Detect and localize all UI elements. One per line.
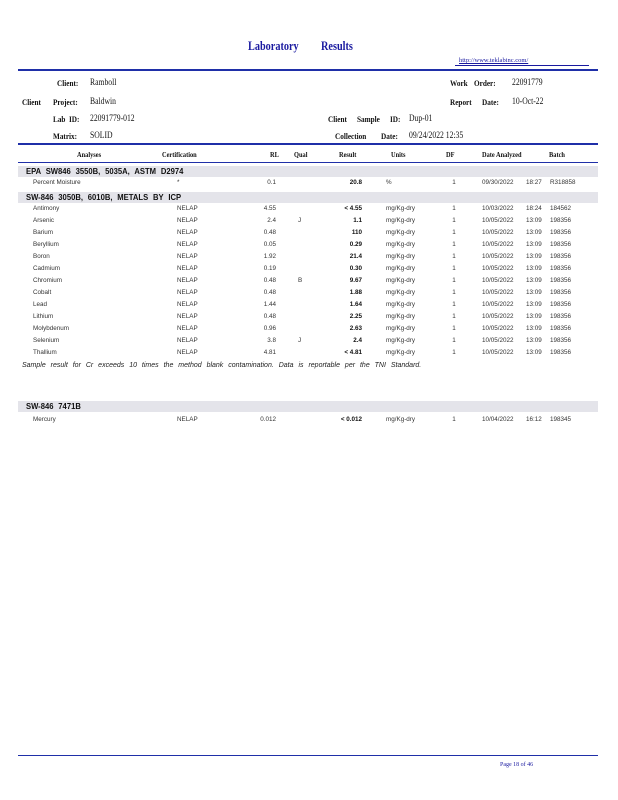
date-analyzed: 10/05/2022	[482, 253, 514, 260]
dilution-factor: 1	[452, 416, 456, 423]
analyte-name: Selenium	[33, 337, 60, 344]
date-analyzed: 10/05/2022	[482, 289, 514, 296]
batch: 198356	[550, 253, 572, 260]
matrix-label: Matrix:	[53, 131, 78, 141]
analyte-name: Boron	[33, 253, 50, 260]
col-result: Result	[339, 150, 357, 159]
table-row	[0, 313, 618, 325]
batch: 198356	[550, 325, 572, 332]
reporting-limit: 0.05	[263, 241, 276, 248]
table-row	[0, 349, 618, 361]
date-analyzed: 10/05/2022	[482, 349, 514, 356]
units: mg/Kg-dry	[386, 325, 416, 332]
certification: NELAP	[177, 289, 198, 296]
certification: NELAP	[177, 253, 198, 260]
collection-label: Collection	[335, 131, 367, 141]
analyte-name: Barium	[33, 229, 53, 236]
analyte-name: Chromium	[33, 277, 63, 284]
units: mg/Kg-dry	[386, 241, 416, 248]
units: mg/Kg-dry	[386, 277, 416, 284]
time-analyzed: 13:09	[526, 325, 542, 332]
date-analyzed: 10/05/2022	[482, 325, 514, 332]
batch: 198356	[550, 289, 572, 296]
time-analyzed: 13:09	[526, 265, 542, 272]
reporting-limit: 0.012	[260, 416, 276, 423]
result: 110	[351, 229, 362, 236]
units: mg/Kg-dry	[386, 253, 416, 260]
client-value: Ramboll	[90, 77, 117, 87]
certification: NELAP	[177, 349, 198, 356]
certification: NELAP	[177, 277, 198, 284]
table-row	[0, 265, 618, 277]
table-row	[0, 277, 618, 289]
reporting-limit: 0.19	[263, 265, 276, 272]
result: < 0.012	[340, 416, 362, 423]
date-analyzed: 10/05/2022	[482, 277, 514, 284]
certification: NELAP	[177, 416, 198, 423]
time-analyzed: 13:09	[526, 337, 542, 344]
time-analyzed: 18:24	[526, 205, 542, 212]
batch: 198356	[550, 217, 572, 224]
reporting-limit: 4.81	[263, 349, 276, 356]
qualifier: J	[298, 217, 302, 224]
certification: NELAP	[177, 301, 198, 308]
time-analyzed: 13:09	[526, 313, 542, 320]
time-analyzed: 13:09	[526, 289, 542, 296]
units: mg/Kg-dry	[386, 217, 416, 224]
dilution-factor: 1	[452, 179, 456, 186]
units: mg/Kg-dry	[386, 313, 416, 320]
analyte-name: Antimony	[33, 205, 60, 212]
analyte-name: Cobalt	[33, 289, 52, 296]
reporting-limit: 4.55	[263, 205, 276, 212]
batch: 198356	[550, 277, 572, 284]
units: mg/Kg-dry	[386, 265, 416, 272]
dilution-factor: 1	[452, 349, 456, 356]
section-header-moisture: EPA SW846 3550B, 5035A, ASTM D2974	[26, 166, 184, 176]
reporting-limit: 0.48	[263, 229, 276, 236]
col-qual: Qual	[294, 150, 308, 159]
lab-website-link[interactable]: http://www.teklabinc.com/	[459, 57, 529, 64]
reporting-limit: 0.1	[267, 179, 276, 186]
collection-date-label: Date:	[381, 131, 398, 141]
table-row	[0, 179, 618, 191]
time-analyzed: 13:09	[526, 349, 542, 356]
col-certification: Certification	[162, 150, 197, 159]
analyte-name: Thallium	[33, 349, 57, 356]
time-analyzed: 18:27	[526, 179, 542, 186]
method-note: Sample result for Cr exceeds 10 times the method blank contamination. Data is reportable per the TNI Standard.	[22, 362, 422, 369]
date-analyzed: 10/05/2022	[482, 217, 514, 224]
col-rl: RL	[270, 150, 279, 159]
lab-id-value: 22091779-012	[90, 113, 135, 123]
page-number: Page 18 of 46	[500, 762, 534, 768]
col-batch: Batch	[549, 150, 565, 159]
date-analyzed: 10/05/2022	[482, 313, 514, 320]
report-title-results: Results	[321, 39, 353, 53]
footer-divider	[18, 755, 598, 756]
analyte-name: Arsenic	[33, 217, 54, 224]
dilution-factor: 1	[452, 217, 456, 224]
units: mg/Kg-dry	[386, 416, 416, 423]
batch: 198356	[550, 265, 572, 272]
batch: 198356	[550, 337, 572, 344]
project-label: Project:	[53, 97, 78, 107]
result: 21.4	[349, 253, 362, 260]
sample-id-value: Dup-01	[409, 113, 433, 123]
report-date-value: 10-Oct-22	[512, 96, 544, 106]
analyte-name: Lithium	[33, 313, 54, 320]
reporting-limit: 3.8	[267, 337, 276, 344]
time-analyzed: 13:09	[526, 277, 542, 284]
table-row	[0, 253, 618, 265]
date-analyzed: 10/05/2022	[482, 229, 514, 236]
units: mg/Kg-dry	[386, 205, 416, 212]
table-row	[0, 217, 618, 229]
date-analyzed: 10/05/2022	[482, 265, 514, 272]
dilution-factor: 1	[452, 337, 456, 344]
analyte-name: Molybdenum	[33, 325, 70, 332]
batch: 198356	[550, 349, 572, 356]
dilution-factor: 1	[452, 205, 456, 212]
date-analyzed: 10/03/2022	[482, 205, 514, 212]
batch: 198356	[550, 313, 572, 320]
time-analyzed: 13:09	[526, 301, 542, 308]
batch: 184562	[550, 205, 572, 212]
date-analyzed: 09/30/2022	[482, 179, 514, 186]
result: 0.30	[349, 265, 362, 272]
result: 0.29	[349, 241, 362, 248]
time-analyzed: 13:09	[526, 241, 542, 248]
dilution-factor: 1	[452, 289, 456, 296]
certification: NELAP	[177, 217, 198, 224]
date-analyzed: 10/05/2022	[482, 301, 514, 308]
dilution-factor: 1	[452, 313, 456, 320]
reporting-limit: 0.96	[263, 325, 276, 332]
time-analyzed: 13:09	[526, 253, 542, 260]
order-label: Order:	[474, 78, 496, 88]
work-label: Work	[450, 78, 468, 88]
reporting-limit: 0.48	[263, 289, 276, 296]
table-row	[0, 205, 618, 217]
column-header-divider	[18, 162, 598, 163]
batch: R318858	[550, 179, 576, 186]
result: 9.67	[349, 277, 362, 284]
client-label: Client:	[57, 78, 79, 88]
certification: NELAP	[177, 325, 198, 332]
dilution-factor: 1	[452, 253, 456, 260]
qualifier: J	[298, 337, 302, 344]
batch: 198356	[550, 229, 572, 236]
header-divider	[18, 69, 598, 71]
table-row	[0, 337, 618, 349]
collection-date-value: 09/24/2022 12:35	[409, 130, 464, 140]
report-label: Report	[450, 97, 472, 107]
sample-id-label: ID:	[390, 114, 401, 124]
result: 1.1	[353, 217, 362, 224]
dilution-factor: 1	[452, 265, 456, 272]
date-analyzed: 10/04/2022	[482, 416, 514, 423]
certification: NELAP	[177, 229, 198, 236]
analyte-name: Cadmium	[33, 265, 60, 272]
certification: NELAP	[177, 241, 198, 248]
col-df: DF	[446, 150, 455, 159]
dilution-factor: 1	[452, 325, 456, 332]
batch: 198356	[550, 241, 572, 248]
units: mg/Kg-dry	[386, 289, 416, 296]
section-header-bar	[18, 401, 598, 412]
date-analyzed: 10/05/2022	[482, 241, 514, 248]
dilution-factor: 1	[452, 277, 456, 284]
table-row	[0, 241, 618, 253]
work-order-value: 22091779	[512, 77, 543, 87]
result: < 4.81	[344, 349, 362, 356]
reporting-limit: 1.92	[263, 253, 276, 260]
table-row	[0, 416, 618, 428]
client-sample-label: Client	[328, 114, 347, 124]
reporting-limit: 2.4	[267, 217, 276, 224]
result: < 4.55	[344, 205, 362, 212]
result: 1.64	[349, 301, 362, 308]
section-header-metals: SW-846 3050B, 6010B, METALS BY ICP	[26, 192, 182, 202]
lab-id-label: ID:	[69, 114, 80, 124]
batch: 198345	[550, 416, 572, 423]
result: 2.25	[349, 313, 362, 320]
report-date-label: Date:	[482, 97, 499, 107]
project-value: Baldwin	[90, 96, 116, 106]
result: 1.88	[349, 289, 362, 296]
certification: NELAP	[177, 205, 198, 212]
units: mg/Kg-dry	[386, 229, 416, 236]
reporting-limit: 1.44	[263, 301, 276, 308]
analyte-name: Percent Moisture	[33, 179, 81, 186]
col-analyses: Analyses	[77, 150, 102, 159]
lab-label: Lab	[53, 114, 66, 124]
info-divider	[18, 143, 598, 145]
certification: NELAP	[177, 337, 198, 344]
table-row	[0, 229, 618, 241]
dilution-factor: 1	[452, 241, 456, 248]
units: mg/Kg-dry	[386, 301, 416, 308]
certification: NELAP	[177, 265, 198, 272]
result: 2.63	[349, 325, 362, 332]
units: mg/Kg-dry	[386, 349, 416, 356]
table-row	[0, 325, 618, 337]
url-underline	[455, 65, 589, 66]
reporting-limit: 0.48	[263, 277, 276, 284]
report-title-laboratory: Laboratory	[248, 39, 299, 53]
time-analyzed: 13:09	[526, 217, 542, 224]
batch: 198356	[550, 301, 572, 308]
units: mg/Kg-dry	[386, 337, 416, 344]
side-client-label: Client	[22, 97, 41, 107]
certification: *	[177, 179, 180, 186]
time-analyzed: 16:12	[526, 416, 542, 423]
dilution-factor: 1	[452, 301, 456, 308]
matrix-value: SOLID	[90, 130, 113, 140]
time-analyzed: 13:09	[526, 229, 542, 236]
analyte-name: Lead	[33, 301, 48, 308]
certification: NELAP	[177, 313, 198, 320]
col-date-analyzed: Date Analyzed	[482, 150, 522, 159]
sample-label: Sample	[357, 114, 380, 124]
units: %	[386, 179, 392, 186]
result: 20.8	[349, 179, 362, 186]
date-analyzed: 10/05/2022	[482, 337, 514, 344]
table-row	[0, 289, 618, 301]
table-row	[0, 301, 618, 313]
reporting-limit: 0.48	[263, 313, 276, 320]
col-units: Units	[391, 150, 406, 159]
analyte-name: Beryllium	[33, 241, 59, 248]
dilution-factor: 1	[452, 229, 456, 236]
section-header-mercury: SW-846 7471B	[26, 401, 81, 411]
qualifier: B	[298, 277, 303, 284]
analyte-name: Mercury	[33, 416, 56, 423]
result: 2.4	[353, 337, 362, 344]
